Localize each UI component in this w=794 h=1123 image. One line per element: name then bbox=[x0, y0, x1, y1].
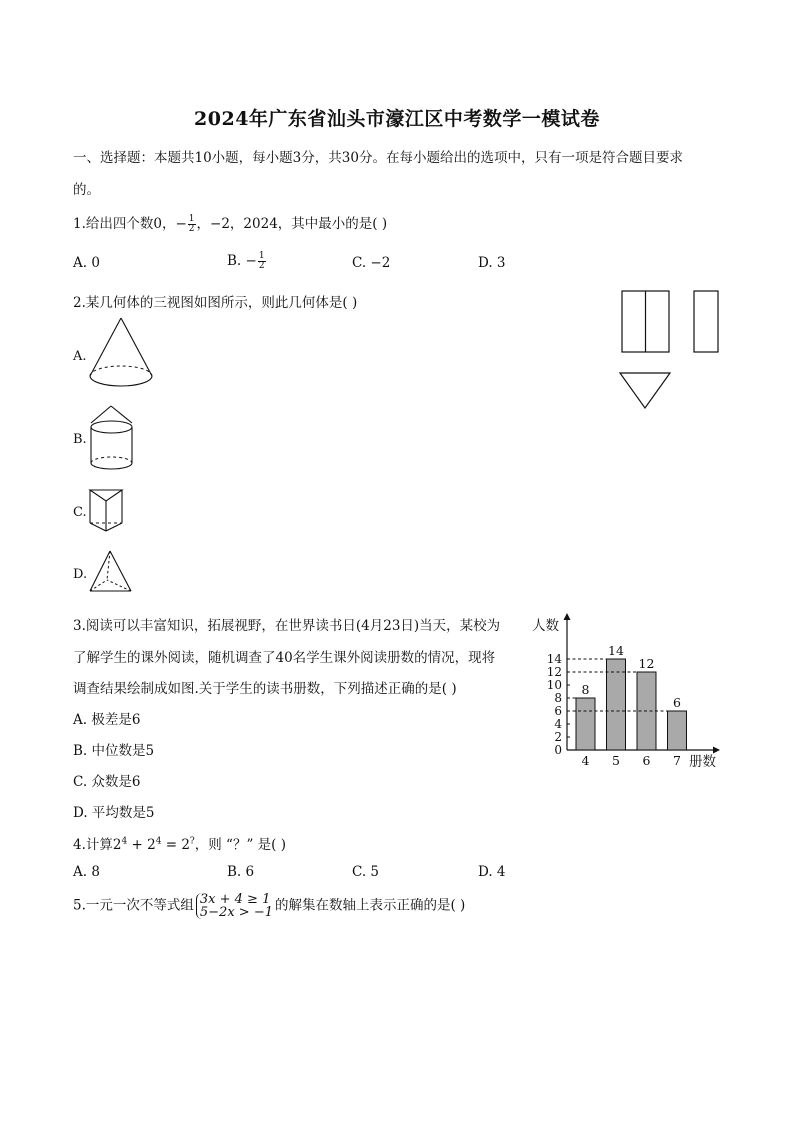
q2-option-c-label[interactable]: C. bbox=[73, 505, 87, 520]
q2-option-d-label[interactable]: D. bbox=[73, 567, 88, 582]
chart-layer bbox=[532, 613, 720, 770]
x-tick-label: 7 bbox=[673, 753, 681, 768]
page-title: 2024年广东省汕头市濠江区中考数学一模试卷 bbox=[194, 108, 600, 130]
q1-option-b-fraction bbox=[258, 252, 266, 271]
section-instruction-line1: 一、选择题：本题共10小题，每小题3分，共30分。在每小题给出的选项中，只有一项是符合题目要求 bbox=[73, 150, 683, 166]
q1-prefix: 1.给出四个数0， bbox=[73, 216, 176, 232]
bar bbox=[576, 698, 595, 750]
q3-option-a[interactable]: A. 极差是6 bbox=[73, 712, 141, 728]
q2-option-a-label[interactable]: A. bbox=[73, 349, 87, 364]
side-view bbox=[694, 291, 718, 352]
cone-icon[interactable] bbox=[86, 314, 158, 394]
data-label: 8 bbox=[581, 682, 590, 697]
bar bbox=[668, 711, 687, 750]
x-axis-arrow bbox=[713, 747, 720, 754]
y-tick-label: 2 bbox=[554, 730, 562, 744]
question-1-stem bbox=[73, 212, 387, 234]
reading-bar-chart bbox=[525, 610, 730, 775]
inequality-row-1: 3x + 4 ≥ 1 bbox=[199, 892, 271, 907]
q1-option-d[interactable]: D. 3 bbox=[478, 255, 506, 271]
q4-exp1: 4 bbox=[121, 836, 128, 847]
triangular-prism-icon[interactable] bbox=[86, 487, 128, 535]
top-view-triangle bbox=[620, 373, 670, 408]
q4-option-c[interactable]: C. 5 bbox=[352, 864, 380, 880]
q1-option-b-num: 1 bbox=[258, 251, 265, 261]
y-tick-label: 14 bbox=[546, 652, 562, 666]
y-tick-label: 6 bbox=[554, 704, 562, 718]
y-tick-label: 12 bbox=[546, 665, 562, 679]
y-tick-label: 8 bbox=[554, 691, 562, 705]
q1-fraction bbox=[188, 215, 196, 234]
y-tick-label: 0 bbox=[554, 743, 562, 757]
x-tick-label: 5 bbox=[612, 753, 620, 768]
question-3-line3: 调查结果绘制成如图.关于学生的读书册数，下列描述正确的是( ) bbox=[73, 681, 457, 697]
q4-exp3: ? bbox=[189, 836, 195, 847]
y-axis-arrow bbox=[564, 613, 571, 620]
x-tick-label: 4 bbox=[581, 753, 590, 768]
question-5-stem bbox=[73, 893, 465, 919]
q1-frac-den: 2 bbox=[188, 224, 195, 234]
q1-frac-num: 1 bbox=[188, 214, 195, 224]
q5-suffix: 的解集在数轴上表示正确的是( ) bbox=[274, 897, 466, 914]
q3-option-d[interactable]: D. 平均数是5 bbox=[73, 805, 155, 821]
question-2-stem: 2.某几何体的三视图如图所示，则此几何体是( ) bbox=[73, 295, 358, 311]
q1-option-b[interactable] bbox=[227, 252, 267, 271]
q1-option-b-den: 2 bbox=[258, 261, 265, 271]
question-4-stem bbox=[73, 833, 286, 853]
q4-eq: = 2 bbox=[161, 837, 190, 853]
q4-option-d[interactable]: D. 4 bbox=[478, 864, 506, 880]
q4-suffix: ，则 “？” 是( ) bbox=[194, 837, 286, 853]
q1-suffix: ，−2，2024，其中最小的是( ) bbox=[196, 216, 388, 232]
triangular-pyramid-icon[interactable] bbox=[86, 548, 136, 596]
data-label: 6 bbox=[673, 695, 681, 710]
cylinder-with-cone-icon[interactable] bbox=[86, 403, 138, 473]
y-tick-label: 4 bbox=[554, 717, 562, 731]
y-axis-label: 人数 bbox=[532, 618, 559, 634]
q3-option-c[interactable]: C. 众数是6 bbox=[73, 774, 141, 790]
question-3-line1: 3.阅读可以丰富知识，拓展视野，在世界读书日(4月23日)当天，某校为 bbox=[73, 618, 501, 634]
q1-option-c[interactable]: C. −2 bbox=[352, 255, 391, 271]
q4-prefix: 4.计算2 bbox=[73, 837, 122, 853]
x-tick-label: 6 bbox=[642, 753, 651, 768]
question-3-line2: 了解学生的课外阅读，随机调查了40名学生课外阅读册数的情况，现将 bbox=[73, 650, 496, 666]
section-instruction-line2: 的。 bbox=[73, 182, 100, 198]
x-axis-label: 册数 bbox=[689, 754, 716, 770]
q4-exp2: 4 bbox=[155, 836, 162, 847]
q2-option-b-label[interactable]: B. bbox=[73, 432, 87, 447]
q4-option-b[interactable]: B. 6 bbox=[227, 864, 255, 880]
q1-minus: − bbox=[175, 216, 187, 232]
inequality-row-2: 5−2x > −1 bbox=[199, 905, 273, 920]
data-label: 14 bbox=[608, 643, 624, 658]
q4-option-a[interactable]: A. 8 bbox=[73, 864, 100, 880]
q3-option-b[interactable]: B. 中位数是5 bbox=[73, 743, 155, 759]
bar bbox=[607, 659, 626, 750]
q1-option-b-prefix: B. − bbox=[227, 253, 257, 269]
data-label: 12 bbox=[638, 656, 655, 671]
q5-prefix: 5.一元一次不等式组 bbox=[73, 897, 194, 914]
three-views-figure bbox=[615, 285, 730, 415]
y-tick-label: 10 bbox=[546, 678, 562, 692]
inequality-system bbox=[196, 893, 273, 919]
q4-plus: + 2 bbox=[127, 837, 156, 853]
q1-option-a[interactable]: A. 0 bbox=[73, 255, 100, 271]
